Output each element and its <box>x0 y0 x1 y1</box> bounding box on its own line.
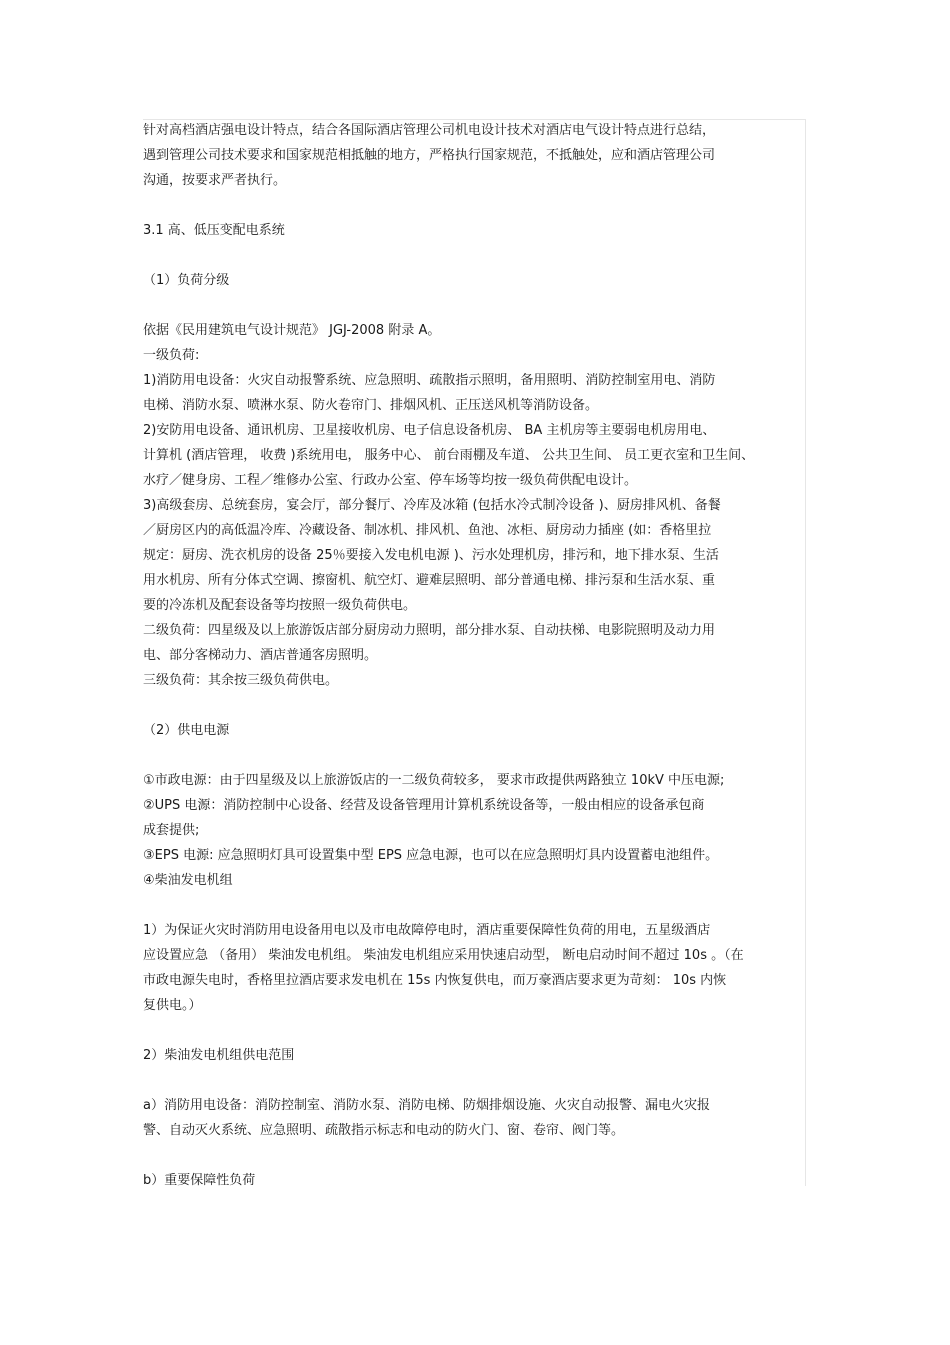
text-line: 计算机 (酒店管理， 收费 )系统用电， 服务中心、 前台雨棚及车道、 公共卫生间、 员工更衣室和卫生间、 <box>143 448 755 463</box>
text-line: 1）为保证火灾时消防用电设备用电以及市电故障停电时，酒店重要保障性负荷的用电，五星级酒店 <box>143 923 711 938</box>
blank-line <box>143 1068 813 1093</box>
text-line: 二级负荷：四星级及以上旅游饭店部分厨房动力照明，部分排水泵、自动扶梯、电影院照明及动力用 <box>143 623 716 638</box>
blank-line <box>143 193 813 218</box>
text-line: 电、部分客梯动力、酒店普通客房照明。 <box>143 648 378 663</box>
text-line: 遇到管理公司技术要求和国家规范相抵触的地方，严格执行国家规范，不抵触处，应和酒店管理公司 <box>143 148 716 163</box>
text-line: ③EPS 电源: 应急照明灯具可设置集中型 EPS 应急电源，也可以在应急照明灯具内设置蓄电池组件。 <box>143 848 719 863</box>
text-line: （2）供电电源 <box>143 723 230 738</box>
blank-line <box>143 293 813 318</box>
text-line: 3.1 高、低压变配电系统 <box>143 223 285 238</box>
text-line: ②UPS 电源：消防控制中心设备、经营及设备管理用计算机系统设备等，一般由相应的设备承包商 <box>143 798 705 813</box>
text-line: （1）负荷分级 <box>143 273 230 288</box>
text-line: 3)高级套房、总统套房，宴会厅，部分餐厅、冷库及冰箱 (包括水冷式制冷设备 )、厨房排风机、备餐 <box>143 498 721 513</box>
text-line: 警、自动灭火系统、应急照明、疏散指示标志和电动的防火门、窗、卷帘、阀门等。 <box>143 1123 625 1138</box>
text-line: 市政电源失电时，香格里拉酒店要求发电机在 15s 内恢复供电，而万豪酒店要求更为苛刻： 10s 内恢 <box>143 973 727 988</box>
text-line: ④柴油发电机组 <box>143 873 233 888</box>
text-line: 1)消防用电设备：火灾自动报警系统、应急照明、疏散指示照明，备用照明、消防控制室用电、消防 <box>143 373 716 388</box>
text-line: 水疗／健身房、工程／维修办公室、行政办公室、停车场等均按一级负荷供配电设计。 <box>143 473 638 488</box>
text-line: 依据《民用建筑电气设计规范》 JGJ-2008 附录 A。 <box>143 323 441 338</box>
blank-line <box>143 243 813 268</box>
text-line: b）重要保障性负荷 <box>143 1173 256 1188</box>
text-line: 规定：厨房、洗衣机房的设备 25％要接入发电机电源 )、污水处理机房，排污和，地下排水泵、生活 <box>143 548 719 563</box>
text-line: 针对高档酒店强电设计特点，结合各国际酒店管理公司机电设计技术对酒店电气设计特点进行总结， <box>143 123 716 138</box>
text-line: ／厨房区内的高低温冷库、冷藏设备、制冰机、排风机、鱼池、冰柜、厨房动力插座 (如：香格里拉 <box>143 523 712 538</box>
document-body <box>143 118 813 1193</box>
text-line: 电梯、消防水泵、喷淋水泵、防火卷帘门、排烟风机、正压送风机等消防设备。 <box>143 398 599 413</box>
text-line: 2）柴油发电机组供电范围 <box>143 1048 295 1063</box>
blank-line <box>143 1018 813 1043</box>
text-line: 三级负荷：其余按三级负荷供电。 <box>143 673 339 688</box>
text-line: 应设置应急 （备用） 柴油发电机组。 柴油发电机组应采用快速启动型， 断电启动时间不超过 10s 。（在 <box>143 948 744 963</box>
blank-line <box>143 1143 813 1168</box>
text-line: 要的冷冻机及配套设备等均按照一级负荷供电。 <box>143 598 417 613</box>
blank-line <box>143 893 813 918</box>
text-line: 用水机房、所有分体式空调、擦窗机、航空灯、避难层照明、部分普通电梯、排污泵和生活水泵、重 <box>143 573 716 588</box>
text-line: 一级负荷: <box>143 348 200 363</box>
text-line: 成套提供; <box>143 823 200 838</box>
text-line: 沟通，按要求严者执行。 <box>143 173 287 188</box>
text-line: 复供电。） <box>143 998 202 1013</box>
blank-line <box>143 693 813 718</box>
text-line: 2)安防用电设备、通讯机房、卫星接收机房、电子信息设备机房、 BA 主机房等主要弱电机房用电、 <box>143 423 716 438</box>
blank-line <box>143 743 813 768</box>
text-line: a）消防用电设备：消防控制室、消防水泵、消防电梯、防烟排烟设施、火灾自动报警、漏电火灾报 <box>143 1098 710 1113</box>
text-line: ①市政电源：由于四星级及以上旅游饭店的一二级负荷较多， 要求市政提供两路独立 10kV 中压电源; <box>143 773 725 788</box>
